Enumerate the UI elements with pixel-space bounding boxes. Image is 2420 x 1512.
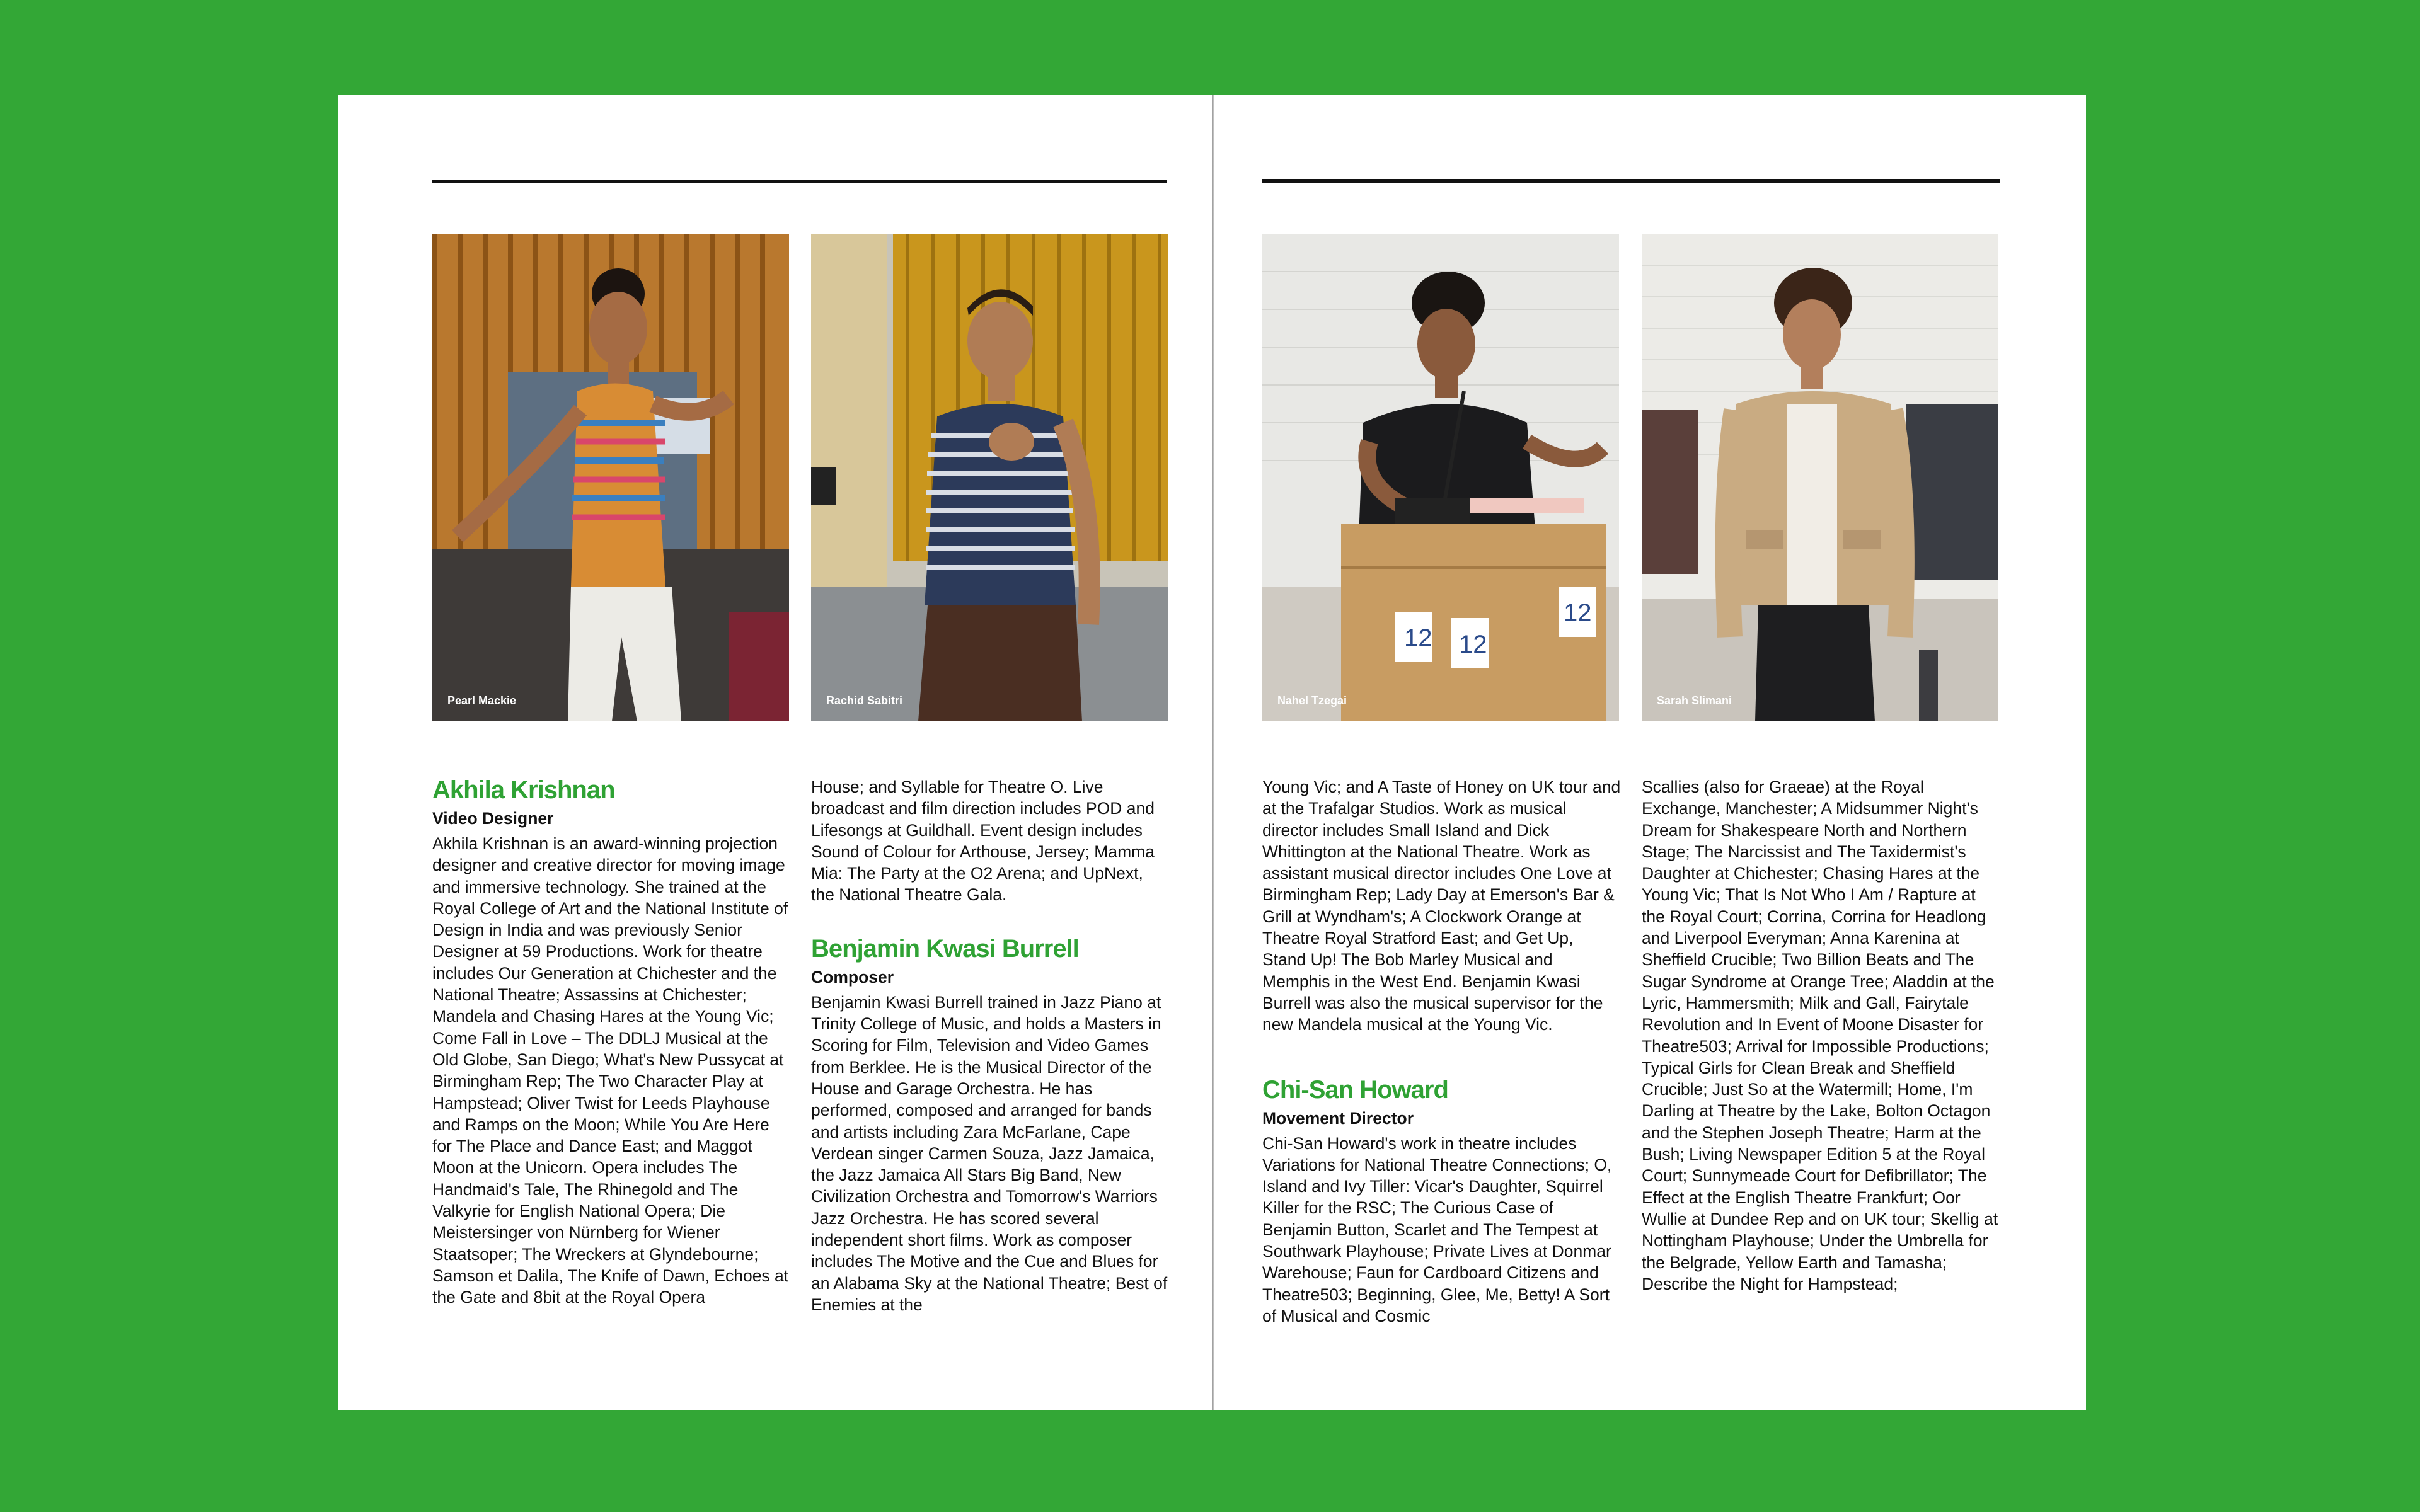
rehearsal-photo-2 — [811, 234, 1168, 721]
left-page-column-1 — [432, 775, 792, 1309]
left-top-rule — [432, 180, 1167, 183]
photo-1-image — [432, 234, 789, 721]
bio-text: Chi-San Howard's work in theatre includes Variations for National Theatre Connections; O, Island and Ivy Tiller: Vicar's Daughter, Squirrel Killer for the RSC; The Curious Case of Benjamin Button, Scarlet and The Tempest at Southwark Playhouse; Private Lives at Donmar Warehouse; Faun for Cardboard Citizens and Theatre503; Beginning, Glee, Me, Betty! A Sort of Musical and Cosmic — [1262, 1133, 1612, 1326]
right-page-column-1 — [1262, 776, 1622, 1327]
bio-text: Benjamin Kwasi Burrell trained in Jazz Piano at Trinity College of Music, and holds a Masters in Scoring for Film, Television and Video Games from Berklee. He is the Musical Director of the House and Garage Orchestra. He has performed, composed and arranged for bands and artists including Zara McFarlane, Cape Verdean singer Carmen Souza, Jazz Jamaica, the Jazz Jamaica All Stars Big Band, New Civilization Orchestra and Tomorrow's Warriors Jazz Orchestra. He has scored several independent short films. Work as composer includes The Motive and the Cue and Blues for an Alabama Sky at the National Theatre; Best of Enemies at the — [811, 992, 1168, 1314]
spine-fold — [1212, 95, 1214, 1410]
right-top-rule — [1262, 179, 2000, 183]
rehearsal-photo-3 — [1262, 234, 1620, 721]
bio-role: Video Designer — [432, 809, 554, 828]
bio-text-continued: Young Vic; and A Taste of Honey on UK tour and at the Trafalgar Studios. Work as musical director includes Small Island and Dick Whittington at the National Theatre. Work as assistant musical director includes One Love at Birmingham Rep; Lady Day at Emerson's Bar & Grill at Wyndham's; A Clockwork Orange at Theatre Royal Stratford East; and Get Up, Stand Up! The Bob Marley Musical and Memphis in the West End. Benjamin Kwasi Burrell was also the musical supervisor for the new Mandela musical at the Young Vic. — [1262, 777, 1621, 1034]
svg-text:12: 12 — [1404, 624, 1432, 652]
photo-3-image — [1262, 234, 1619, 721]
bio-role: Composer — [811, 967, 894, 987]
bio-name: Chi-San Howard — [1262, 1075, 1448, 1104]
photo-2-image — [811, 234, 1168, 721]
photo-caption: Nahel Tzegai — [1277, 694, 1347, 707]
rehearsal-photo-4 — [1642, 234, 2000, 721]
bio-name: Benjamin Kwasi Burrell — [811, 934, 1079, 963]
bio-text: Akhila Krishnan is an award-winning projection designer and creative director for moving image and immersive technology. She trained at the Royal College of Art and the National Institute of Design in India and was previously Senior Designer at 59 Productions. Work for theatre includes Our Generation at Chichester and the National Theatre; Assassins at Chichester; Mandela and Chasing Hares at the Young Vic; Come Fall in Love – The DDLJ Musical at the Old Globe, San Diego; What's New Pussycat at Birmingham Rep; The Two Character Play at Hampstead; Oliver Twist for Leeds Playhouse and Ramps on the Moon; While You Are Here for The Place and Dance East; and Maggot Moon at the Unicorn. Opera includes The Handmaid's Tale, The Rhinegold and The Valkyrie for English National Opera; Die Meistersinger von Nürnberg for Wiener Staatsoper; The Wreckers at Glyndebourne; Samson et Dalila, The Knife of Dawn, Echoes at the Gate and 8bit at the Royal Opera — [432, 834, 789, 1307]
bio-name: Akhila Krishnan — [432, 776, 615, 804]
photo-caption: Rachid Sabitri — [826, 694, 903, 707]
left-page-column-2 — [811, 776, 1170, 1315]
bio-text-continued: Scallies (also for Graeae) at the Royal Exchange, Manchester; A Midsummer Night's Dream for Shakespeare North and Northern Stage; The Narcissist and The Taxidermist's Daughter at Chichester; Chasing Hares at the Young Vic; That Is Not Who I Am / Rapture at the Royal Court; Corrina, Corrina for Headlong and Liverpool Everyman; Anna Karenina at Sheffield Crucible; Two Billion Beats and The Sugar Syndrome at Orange Tree; Aladdin at the Lyric, Hammersmith; Milk and Gall, Fairytale Revolution and In Event of Moone Disaster for Theatre503; Arrival for Impossible Productions; Typical Girls for Clean Break and Sheffield Crucible; Just So at the Watermill; Home, I'm Darling at Theatre by the Lake, Bolton Octagon and the Stephen Joseph Theatre; Harm at the Bush; Living Newspaper Edition 5 at the Royal Court; Sunnymeade Court for Defibrillator; The Effect at the English Theatre Frankfurt; Oor Wullie at Dundee Rep and on UK tour; Skellig at Nottingham Playhouse; Under the Umbrella for the Belgrade, Yellow Earth and Tamasha; Describe the Night for Hampstead; — [1642, 777, 1998, 1293]
photo-caption: Pearl Mackie — [447, 694, 517, 707]
right-page-column-2 — [1642, 776, 2001, 1295]
svg-text:12: 12 — [1459, 631, 1487, 658]
photo-4-image — [1642, 234, 1998, 721]
bio-text-continued: House; and Syllable for Theatre O. Live broadcast and film direction includes POD and Lifesongs at Guildhall. Event design includes Sound of Colour for Arthouse, Jersey; Mamma Mia: The Party at the O2 Arena; and UpNext, the National Theatre Gala. — [811, 777, 1155, 905]
photo-caption: Sarah Slimani — [1657, 694, 1732, 707]
bio-role: Movement Director — [1262, 1108, 1414, 1128]
rehearsal-photo-1 — [432, 234, 789, 721]
svg-text:12: 12 — [1564, 599, 1592, 627]
